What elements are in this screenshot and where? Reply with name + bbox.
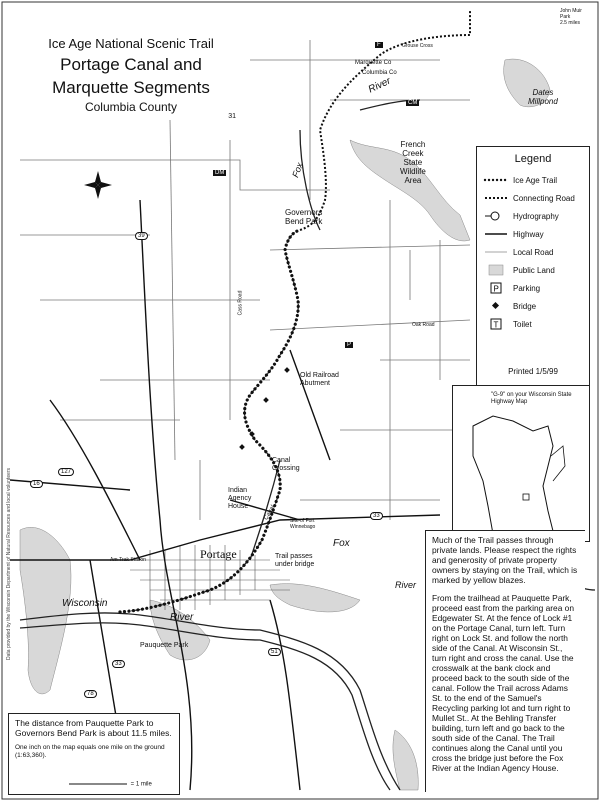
wisconsin-locator-inset (452, 385, 590, 542)
river-label-fox-north: River (366, 75, 393, 96)
county-route-p-marker: P (347, 342, 352, 348)
highways (10, 200, 440, 790)
indian-agency-house-label: Indian Agency House (228, 487, 252, 510)
legend-item-bridge: Bridge (483, 299, 587, 315)
legend-heading: Legend (514, 153, 552, 165)
old-railroad-label: Old Railroad Abutment (300, 372, 339, 387)
governors-bend-park-label: Governors Bend Park (285, 208, 323, 226)
distance-text: The distance from Pauquette Park to Governors Bend Park is about 11.5 miles. (15, 718, 172, 738)
cass-road-label: Cass Road (237, 290, 244, 316)
legend-item-hydro: Hydrography (483, 209, 587, 225)
county-label-columbia: Columbia Co (362, 70, 397, 76)
legend-item-toilet: T Toilet (483, 317, 587, 333)
distance-note-box (8, 713, 180, 795)
highway-78-marker: 78 (84, 690, 97, 698)
river-label-south: River (395, 580, 417, 590)
canal-label: Canal (263, 504, 277, 522)
data-source-note: Data provided by the Wisconsin Department of Natural Resources and local volunteers (6, 467, 12, 660)
county-label-marquette: Marquette Co (355, 60, 392, 66)
wisconsin-river-label: Wisconsin (62, 598, 108, 609)
french-creek-label: French Creek State Wildlife Area (400, 140, 426, 185)
compass-icon (84, 171, 112, 199)
segment-title-line1: Portage Canal and (60, 55, 202, 74)
scale-note: One inch on the map equals one mile on the ground (1:63,360). (15, 744, 165, 759)
printed-date: Printed 1/5/99 (508, 367, 558, 376)
county-route-cm-marker: CM (408, 100, 418, 106)
scale-bar: = 1 mile (130, 782, 152, 788)
legend-item-local: Local Road (513, 248, 554, 257)
description-paragraph-2: From the trailhead at Pauquette Park, proceed east from the parking area on Edgewater St. At the fence of Lock #1 on the Portage Canal, turn left. Turn right on Lock St. and follow the north side of the Canal. At Wisconsin St., turn right and cross the canal. Use the crosswalk at the bank clock and proceed back to the south side of the canal. Follow the Trail across Adams St. to the end of the Samuel's Recycling parking lot and turn right to Mullet St.. At the Behling Transfer building, turn left and go back to the south side of the Canal. The Trail continues along the Canal until you cross the bridge just before the Fox River at the Indian Agency House. (432, 593, 574, 773)
pauquette-park-label: Pauquette Park (140, 642, 189, 649)
dates-millpond-label: Dates Millpond (528, 88, 558, 106)
legend-item-trail: Ice Age Trail (513, 176, 558, 185)
highway-51-marker: 51 (268, 648, 281, 656)
svg-text:T: T (493, 320, 499, 330)
trail-name: Ice Age National Scenic Trail (48, 36, 214, 51)
highway-39-marker: 39 (135, 232, 148, 240)
legend-item-parking: P Parking (483, 281, 587, 297)
highway-33-marker: 33 (370, 512, 383, 520)
wisconsin-river-label-2: River (170, 612, 194, 623)
svg-text:P: P (493, 284, 499, 294)
map-legend (476, 146, 590, 388)
amtrak-label: Am-Trak Station (110, 557, 146, 563)
wisconsin-outline-icon (453, 386, 589, 541)
highway-33b-marker: 33 (112, 660, 125, 668)
county-route-dm-marker: DM (215, 170, 225, 176)
legend-item-highway: Highway (513, 230, 544, 239)
river-label-fox: Fox (290, 161, 305, 179)
portage-city-label: Portage (200, 547, 237, 561)
county-route-f-marker: F (377, 42, 381, 48)
segment-title-line2: Marquette Segments (52, 78, 210, 97)
description-paragraph-1: Much of the Trail passes through private lands. Please respect the rights and generosity of private property owners by staying on the Trail, which is marked by yellow blazes. (432, 535, 578, 585)
canal-crossing-label: Canal Crossing (272, 457, 300, 472)
trail-description (425, 530, 585, 792)
site-of-fort-label: Site of Fort Winnebago (290, 518, 316, 530)
legend-item-connecting: Connecting Road (513, 194, 575, 203)
connecting-road (300, 10, 470, 230)
trail-passes-label: Trail passes under bridge (275, 553, 315, 568)
john-muir-park-label: John Muir Park 2.5 miles (560, 8, 582, 26)
oak-road-label: Oak Road (412, 322, 435, 328)
map-title-block (20, 28, 242, 122)
legend-item-public: Public Land (483, 263, 587, 279)
river-label-fox-south: Fox (333, 538, 350, 549)
road-label-grouse: Grouse Cross (402, 43, 433, 49)
inset-label: "G-9" on your Wisconsin State Highway Map (491, 392, 572, 405)
county-name: Columbia County (84, 100, 178, 114)
highway-127-marker: 127 (58, 468, 74, 476)
highway-16-marker: 16 (30, 480, 43, 488)
page-number: 31 (228, 113, 236, 120)
